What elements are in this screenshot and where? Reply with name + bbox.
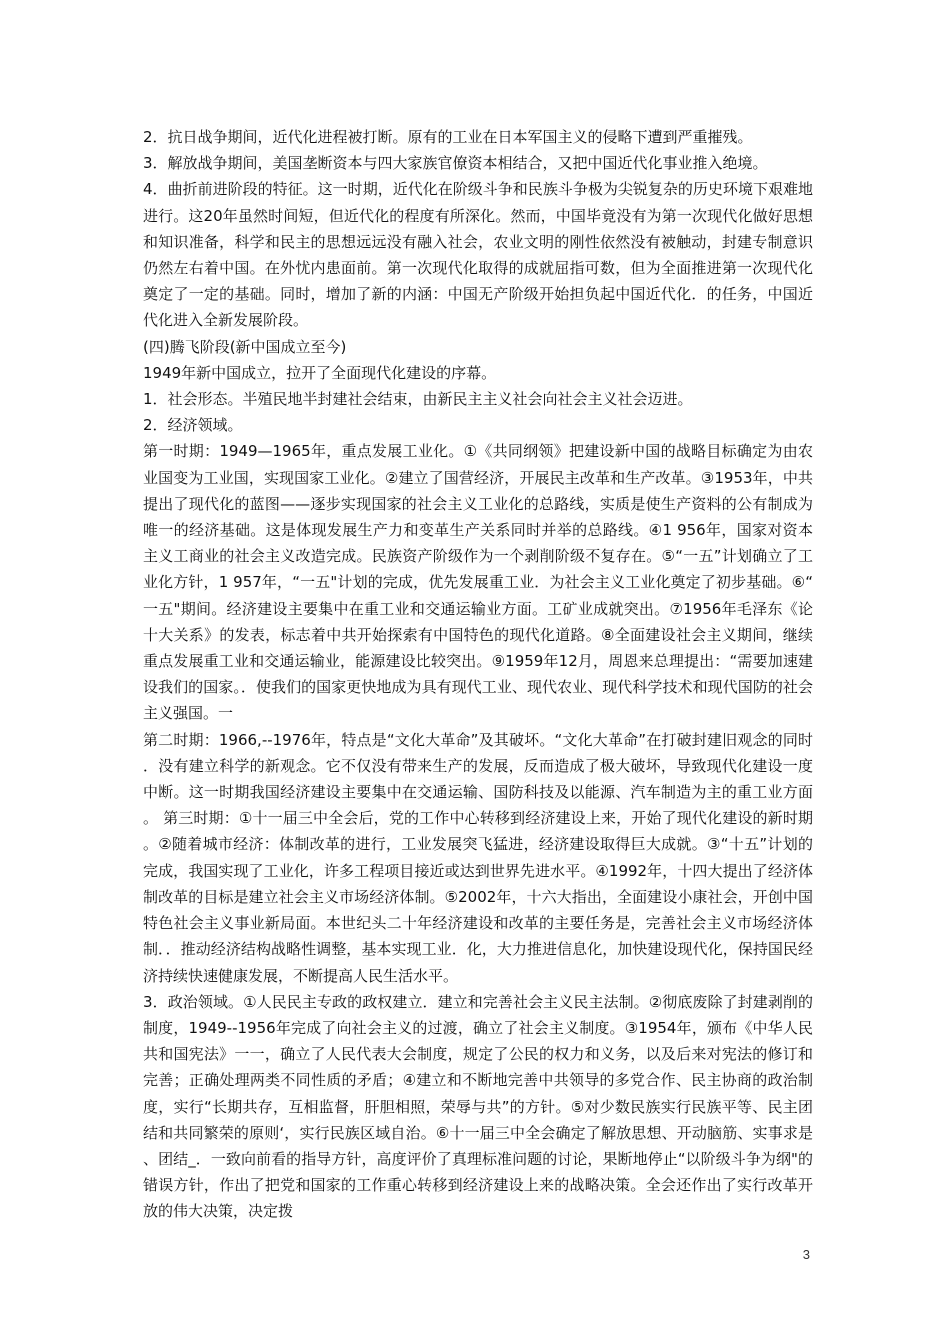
paragraph-political-field: 3．政治领域。①人民民主专政的政权建立．建立和完善社会主义民主法制。②彻底废除了封建剥削的制度，1949--1956年完成了向社会主义的过渡，确立了社会主义制度。③1954年，颁布《中华人民共和国宪法》一一，确立了人民代表大会制度，规定了公民的权力和义务，以及后来对宪法的修订和完善；正确处理两类不同性质的矛盾；④建立和不断地完善中共领导的多党合作、民主协商的政治制度，实行“长期共存，互相监督，肝胆相照，荣辱与共”的方针。⑤对少数民族实行民族平等、民主团结和共同繁荣的原则‘，实行民族区域自治。⑥十一届三中全会确定了解放思想、开动脑筋、实事求是、团结_．一致向前看的指导方针，高度评价了真理标准问题的讨论，果断地停止“以阶级斗争为纲"的错误方针，作出了把党和国家的工作重心转移到经济建设上来的战略决策。全会还作出了实行改革开放的伟大决策，决定拨 <box>143 992 813 1221</box>
paragraph-liberation-war: 3．解放战争期间，美国垄断资本与四大家族官僚资本相结合，又把中国近代化事业推入绝境。 <box>143 154 768 173</box>
paragraph-tortuous-stage: 4．曲折前进阶段的特征。这一时期，近代化在阶级斗争和民族斗争极为尖锐复杂的历史环境下艰难地进行。这20年虽然时间短，但近代化的程度有所深化。然而，中国毕竟没有为第一次现代化做好思想和知识准备，科学和民主的思想远远没有融入社会，农业文明的刚性依然没有被触动，封建专制意识仍然左右着中国。在外忧内患面前。第一次现代化取得的成就屈指可数，但为全面推进第一次现代化奠定了一定的基础。同时，增加了新的内涵：中国无产阶级开始担负起中国近代化．的任务，中国近代化进入全新发展阶段。 <box>143 180 813 330</box>
paragraph-social-form: 1．社会形态。半殖民地半封建社会结束，由新民主主义社会向社会主义社会迈进。 <box>143 390 693 409</box>
paragraph-second-third-period: 第二时期：1966,--1976年，特点是“文化大革命”及其破坏。“文化大革命”在打破封建旧观念的同时．没有建立科学的新观念。它不仅没有带来生产的发展，反而造成了极大破坏，导致现代化建设一度中断。这一时期我国经济建设主要集中在交通运输、国防科技及以能源、汽车制造为主的重工业方面。 第三时期：①十一届三中全会后，党的工作中心转移到经济建设上来，开始了现代化建设的新时期。②随着城市经济：体制改革的进行，工业发展突飞猛进，经济建设取得巨大成就。③“十五”计划的完成，我国实现了工业化，许多工程项目接近或达到世界先进水平。④1992年，十四大提出了经济体制改革的目标是建立社会主义市场经济体制。⑤2002年，十六大指出，全面建设小康社会，开创中国特色社会主义事业新局面。本世纪头二十年经济建设和改革的主要任务是，完善社会主义市场经济体制．．推动经济结构战略性调整，基本实现工业．化，大力推进信息化，加快建设现代化，保持国民经济持续快速健康发展，不断提高人民生活水平。 <box>143 730 813 985</box>
document-body <box>143 124 813 1225</box>
section-heading-takeoff-stage: (四)腾飞阶段(新中国成立至今) <box>143 337 347 356</box>
page-number: 3 <box>802 1247 810 1262</box>
paragraph-first-period: 第一时期：1949—1965年，重点发展工业化。①《共同纲领》把建设新中国的战略目标确定为由农业国变为工业国，实现国家工业化。②建立了国营经济，开展民主改革和生产改革。③1953年，中共提出了现代化的蓝图——逐步实现国家的社会主义工业化的总路线，实质是使生产资料的公有制成为唯一的经济基础。这是体现发展生产力和变革生产关系同时并举的总路线。④1 956年，国家对资本主义工商业的社会主义改造完成。民族资产阶级作为一个剥削阶级不复存在。⑤“一五”计划确立了工业化方针，1 957年，“一五"计划的完成，优先发展重工业．为社会主义工业化奠定了初步基础。⑥“一五"期间。经济建设主要集中在重工业和交通运输业方面。工矿业成就突出。⑦1956年毛泽东《论十大关系》的发表，标志着中共开始探索有中国特色的现代化道路。⑧全面建设社会主义期间，继续重点发展重工业和交通运输业，能源建设比较突出。⑨1959年12月，周恩来总理提出：“需要加速建设我们的国家。．使我们的国家更快地成为具有现代工业、现代农业、现代科学技术和现代国防的社会主义强国。一 <box>143 442 813 723</box>
paragraph-1949-founding: 1949年新中国成立，拉开了全面现代化建设的序幕。 <box>143 363 497 382</box>
paragraph-anti-japanese-war: 2．抗日战争期间，近代化进程被打断。原有的工业在日本军国主义的侵略下遭到严重摧残。 <box>143 128 753 146</box>
paragraph-economic-field: 2．经济领域。 <box>143 416 243 435</box>
